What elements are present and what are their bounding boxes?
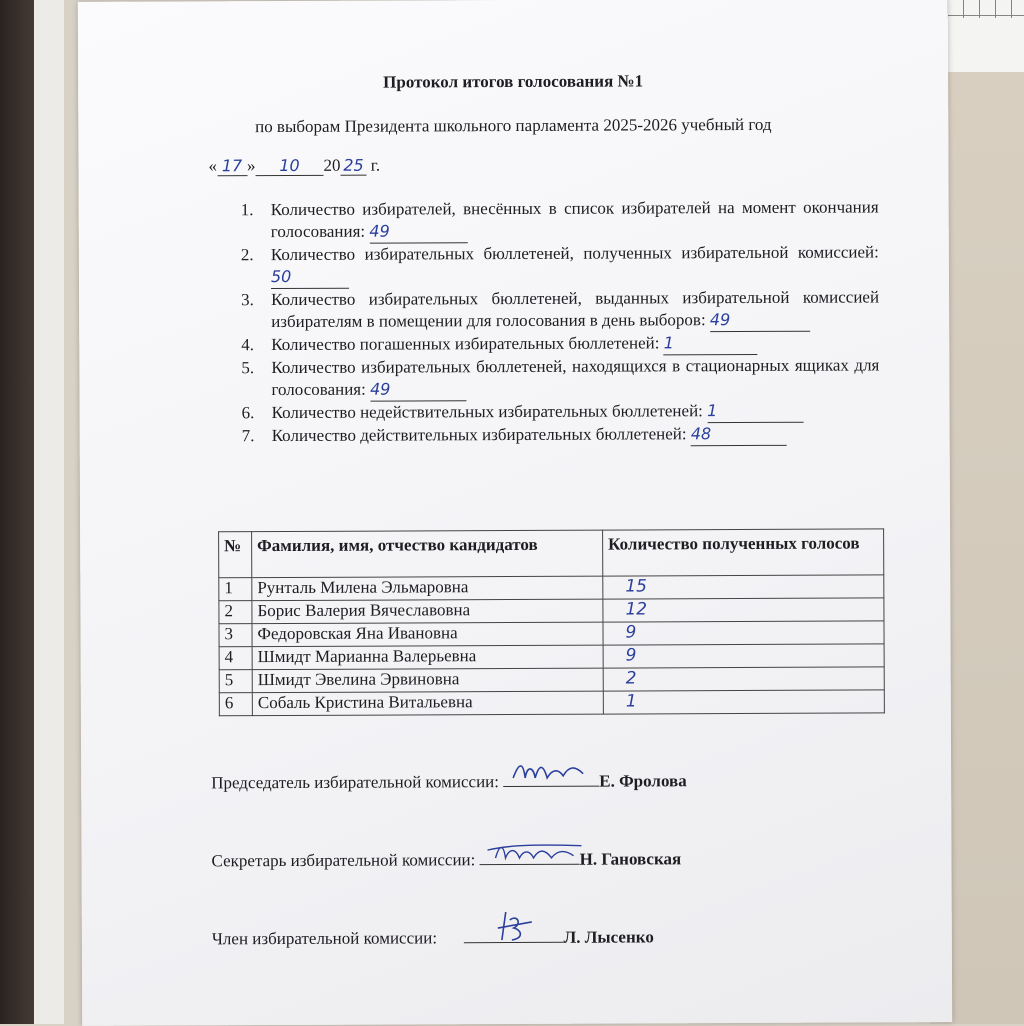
item-value: 1	[707, 400, 803, 423]
item-value: 48	[691, 423, 787, 446]
item-text: Количество недействительных избирательных бюллетеней:	[271, 401, 703, 423]
signature-line	[480, 846, 580, 865]
item-value: 49	[370, 378, 466, 401]
item-text: Количество избирателей, внесённых в список избирателей на момент окончания голосования:	[270, 197, 879, 242]
protocol-item	[242, 399, 880, 425]
item-number: 6.	[241, 403, 255, 423]
item-number: 5.	[241, 358, 255, 378]
row-number: 3	[219, 624, 252, 647]
candidate-name: Собаль Кристина Витальевна	[252, 691, 603, 716]
item-value: 49	[710, 309, 810, 332]
item-number: 7.	[241, 426, 255, 446]
signature-line	[503, 768, 599, 787]
row-number: 1	[219, 578, 252, 601]
protocol-item	[241, 331, 879, 357]
item-value: 49	[369, 220, 467, 243]
table-row	[219, 621, 884, 647]
item-text: Количество избирательных бюллетеней, выданных избирательной комиссией избирателям в помещении для голосования в день выборов:	[271, 287, 880, 332]
candidates-table	[218, 528, 885, 716]
date-month: 10	[255, 156, 323, 176]
table-row	[219, 667, 884, 693]
signature-role: Секретарь избирательной комиссии:	[211, 850, 476, 871]
item-text: Количество погашенных избирательных бюллетеней:	[271, 333, 660, 355]
signature-name: Е. Фролова	[599, 771, 687, 791]
signature-name: Н. Гановская	[579, 849, 682, 869]
protocol-item	[241, 354, 879, 402]
table-row	[219, 575, 884, 601]
protocol-item	[242, 422, 880, 448]
row-number: 5	[219, 670, 252, 693]
date-day: 17	[217, 156, 247, 176]
signature-role: Председатель избирательной комиссии:	[211, 772, 500, 793]
signature-role: Член избирательной комиссии:	[211, 928, 438, 949]
candidate-name: Борис Валерия Вячеславовна	[252, 599, 603, 624]
item-value: 1	[664, 332, 758, 355]
row-number: 6	[219, 693, 252, 716]
signature-member	[212, 923, 654, 949]
signature-secretary	[211, 845, 681, 871]
table-row	[219, 690, 884, 716]
document-date	[208, 156, 380, 177]
table-row	[219, 644, 884, 670]
item-number: 2.	[240, 245, 254, 265]
table-row	[219, 598, 884, 624]
row-number: 4	[219, 647, 252, 670]
signature-scribble-icon	[491, 910, 541, 944]
document-title: Протокол итогов голосования №1	[383, 71, 644, 92]
item-number: 4.	[241, 335, 255, 355]
item-number: 3.	[241, 290, 254, 310]
header-votes: Количество полученных голосов	[603, 529, 884, 576]
date-year-prefix: 20	[323, 155, 341, 175]
protocol-item	[241, 241, 879, 289]
date-open-quote: «	[208, 156, 218, 176]
signature-chairman	[211, 767, 687, 793]
candidate-name: Шмидт Эвелина Эрвиновна	[252, 668, 603, 693]
date-suffix: г.	[370, 155, 381, 175]
candidate-votes: 15	[603, 575, 884, 599]
protocol-item	[241, 196, 879, 244]
candidate-name: Шмидт Марианна Валерьевна	[252, 645, 603, 670]
signature-name: Л. Лысенко	[563, 927, 654, 947]
candidate-votes: 2	[603, 667, 884, 691]
header-number: №	[219, 532, 252, 578]
item-number: 1.	[240, 200, 254, 220]
protocol-items-list	[241, 196, 880, 448]
date-year-suffix: 25	[340, 156, 366, 176]
signature-line	[463, 924, 563, 943]
document-subtitle: по выборам Президента школьного парламента 2025-2026 учебный год	[255, 114, 772, 137]
item-text: Количество избирательных бюллетеней, полученных избирательной комиссией:	[270, 242, 879, 265]
candidate-votes: 12	[603, 598, 884, 622]
background-paper-edge	[34, 0, 64, 1024]
date-close-quote: »	[246, 156, 256, 176]
table-header-row	[219, 529, 884, 578]
candidate-name: Рунталь Милена Эльмаровна	[252, 576, 603, 601]
candidate-votes: 9	[603, 644, 884, 668]
item-value: 50	[271, 266, 349, 289]
protocol-sheet	[78, 0, 952, 1026]
signature-scribble-icon	[509, 758, 589, 786]
item-text: Количество действительных избирательных бюллетеней:	[271, 424, 687, 446]
header-candidate-name: Фамилия, имя, отчество кандидатов	[252, 530, 603, 578]
protocol-item	[241, 286, 879, 334]
candidate-votes: 9	[603, 621, 884, 645]
candidate-name: Федоровская Яна Ивановна	[252, 622, 603, 647]
item-text: Количество избирательных бюллетеней, находящихся в стационарных ящиках для голосования:	[271, 355, 880, 400]
row-number: 2	[219, 601, 252, 624]
candidate-votes: 1	[603, 690, 884, 714]
signature-scribble-icon	[486, 836, 586, 866]
